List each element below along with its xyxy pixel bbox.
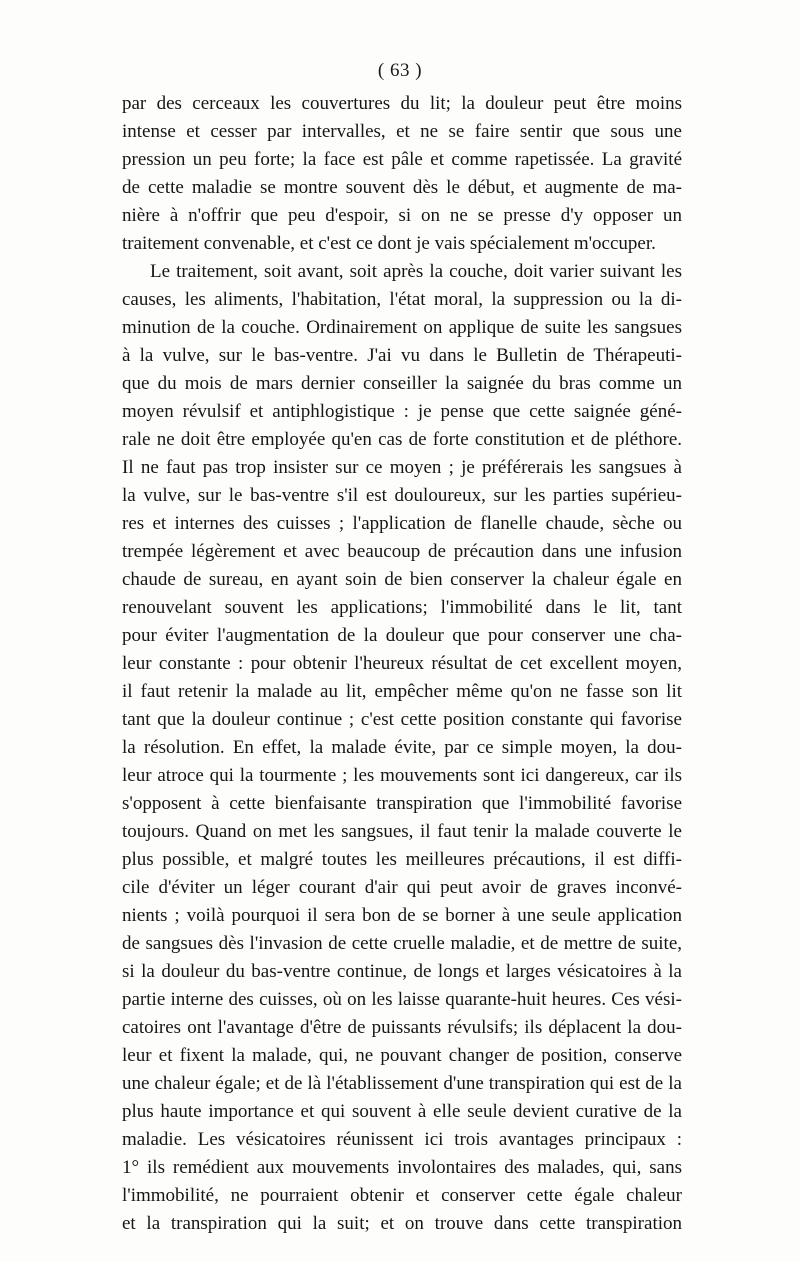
text-line: res et internes des cuisses ; l'application de flanelle chaude, sèche ou <box>122 513 682 534</box>
text-line: pression un peu forte; la face est pâle et comme rapetissée. La gravité <box>122 149 682 170</box>
text-line: Le traitement, soit avant, soit après la couche, doit varier suivant les <box>150 261 682 282</box>
text-line: la vulve, sur le bas-ventre s'il est douloureux, sur les parties supérieu- <box>122 485 682 506</box>
text-line: cile d'éviter un léger courant d'air qui peut avoir de graves inconvé- <box>122 877 682 898</box>
text-line: rale ne doit être employée qu'en cas de forte constitution et de pléthore. <box>122 429 682 450</box>
text-line: renouvelant souvent les applications; l'immobilité dans le lit, tant <box>122 597 682 618</box>
text-line: trempée légèrement et avec beaucoup de précaution dans une infusion <box>122 541 682 562</box>
page-number: ( 63 ) <box>377 60 423 81</box>
text-line: la résolution. En effet, la malade évite, par ce simple moyen, la dou- <box>122 737 682 758</box>
text-line: plus haute importance et qui souvent à elle seule devient curative de la <box>122 1101 682 1122</box>
text-line: une chaleur égale; et de là l'établissement d'une transpiration qui est de la <box>122 1073 682 1094</box>
text-line: toujours. Quand on met les sangsues, il faut tenir la malade couverte le <box>122 821 682 842</box>
text-line: Il ne faut pas trop insister sur ce moyen ; je préférerais les sangsues à <box>122 457 682 478</box>
text-line: leur et fixent la malade, qui, ne pouvant changer de position, conserve <box>122 1045 682 1066</box>
text-line: que du mois de mars dernier conseiller la saignée du bras comme un <box>122 373 682 394</box>
text-line: maladie. Les vésicatoires réunissent ici trois avantages principaux : <box>122 1129 682 1150</box>
text-line: leur constante : pour obtenir l'heureux résultat de cet excellent moyen, <box>122 653 682 674</box>
text-line: et la transpiration qui la suit; et on trouve dans cette transpiration <box>122 1213 682 1234</box>
text-line: partie interne des cuisses, où on les laisse quarante-huit heures. Ces vési- <box>122 989 682 1010</box>
text-line: à la vulve, sur le bas-ventre. J'ai vu dans le Bulletin de Thérapeuti- <box>122 345 682 366</box>
text-line: de cette maladie se montre souvent dès le début, et augmente de ma- <box>122 177 682 198</box>
text-line: traitement convenable, et c'est ce dont je vais spécialement m'occuper. <box>122 233 656 254</box>
text-line: pour éviter l'augmentation de la douleur que pour conserver une cha- <box>122 625 682 646</box>
text-line: leur atroce qui la tourmente ; les mouvements sont ici dangereux, car ils <box>122 765 682 786</box>
text-line: chaude de sureau, en ayant soin de bien conserver la chaleur égale en <box>122 569 682 590</box>
text-line: nière à n'offrir que peu d'espoir, si on ne se presse d'y opposer un <box>122 205 682 226</box>
text-line: plus possible, et malgré toutes les meilleures précautions, il est diffi- <box>122 849 682 870</box>
text-line: causes, les aliments, l'habitation, l'état moral, la suppression ou la di- <box>122 289 682 310</box>
text-line: tant que la douleur continue ; c'est cette position constante qui favorise <box>122 709 682 730</box>
text-line: minution de la couche. Ordinairement on applique de suite les sangsues <box>122 317 682 338</box>
text-line: nients ; voilà pourquoi il sera bon de se borner à une seule application <box>122 905 682 926</box>
text-line: catoires ont l'avantage d'être de puissants révulsifs; ils déplacent la dou- <box>122 1017 682 1038</box>
text-line: par des cerceaux les couvertures du lit; la douleur peut être moins <box>122 93 682 114</box>
text-line: si la douleur du bas-ventre continue, de longs et larges vésicatoires à la <box>122 961 682 982</box>
text-line: moyen révulsif et antiphlogistique : je pense que cette saignée géné- <box>122 401 682 422</box>
body-text <box>122 90 682 1238</box>
text-line: 1° ils remédient aux mouvements involontaires des malades, qui, sans <box>122 1157 682 1178</box>
text-line: de sangsues dès l'invasion de cette cruelle maladie, et de mettre de suite, <box>122 933 682 954</box>
text-line: s'opposent à cette bienfaisante transpiration que l'immobilité favorise <box>122 793 682 814</box>
text-line: l'immobilité, ne pourraient obtenir et conserver cette égale chaleur <box>122 1185 682 1206</box>
text-line: il faut retenir la malade au lit, empêcher même qu'on ne fasse son lit <box>122 681 682 702</box>
text-line: intense et cesser par intervalles, et ne se faire sentir que sous une <box>122 121 682 142</box>
